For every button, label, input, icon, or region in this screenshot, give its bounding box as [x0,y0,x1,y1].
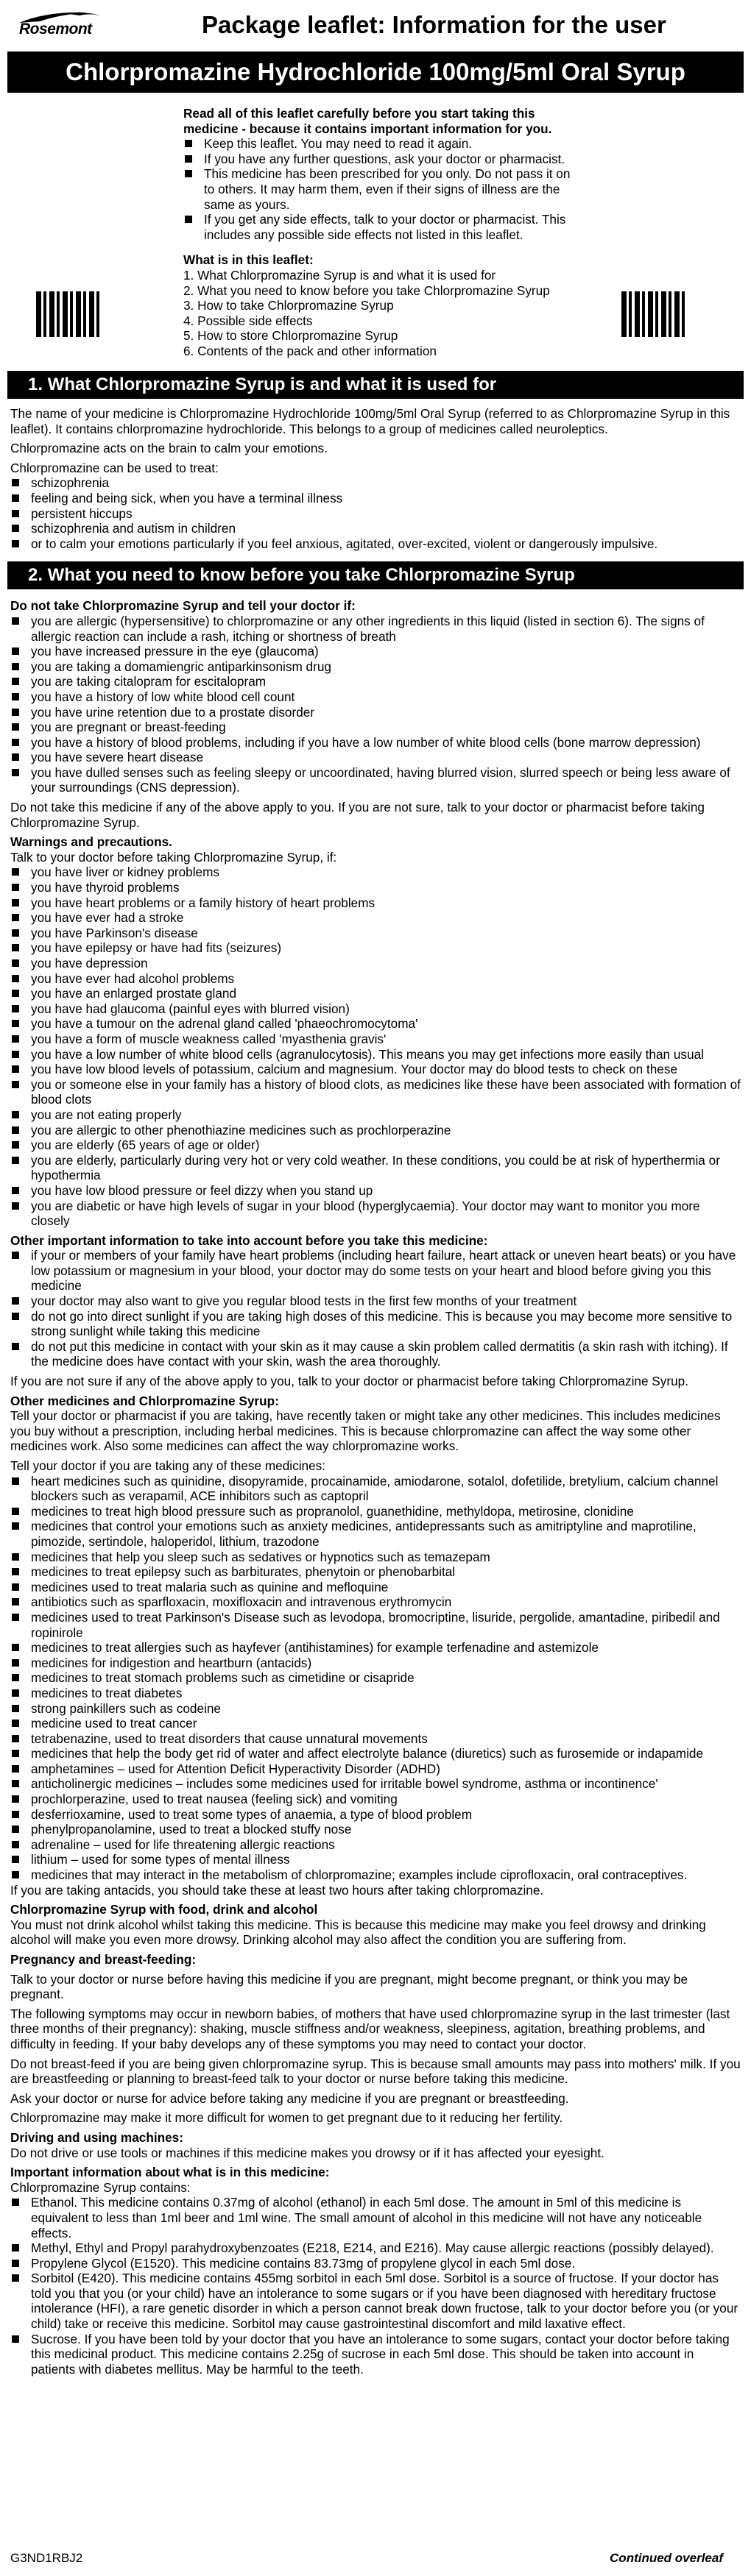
page-header [10,0,741,52]
list-item: medicines that help you sleep such as sedatives or hypnotics such as temazepam [10,1550,741,1565]
list-item: you are pregnant or breast-feeding [10,720,741,735]
list-item: feeling and being sick, when you have a terminal illness [10,491,741,506]
contents-item: 3. How to take Chlorpromazine Syrup [183,298,394,313]
paragraph: You must not drink alcohol whilst taking this medicine. This is because this medicine may make you feel drowsy and drinking alcohol will make you even more drowsy. Drinking alcohol may also affect the condition you are suffering from. [10,1917,706,1948]
section-1-heading: 1. What Chlorpromazine Syrup is and what it is used for [7,371,744,399]
intro-text [183,106,581,359]
list-item: do not go into direct sunlight if you are taking high doses of this medicine. This is because you may become more sensitive to strong sunlight while taking this medicine [10,1309,741,1339]
list-item: schizophrenia [10,475,741,491]
paragraph: Chlorpromazine can be used to treat: [10,460,219,475]
subheading: Pregnancy and breast-feeding: [10,1952,197,1967]
medicines-list [10,1474,741,1883]
intro-bullet: If you get any side effects, talk to your doctor or pharmacist. This includes any possible side effects not listed in this leaflet. [183,212,581,242]
document-code: G3ND1RBJ2 [10,2550,83,2565]
paragraph: If you are not sure if any of the above apply to you, talk to your doctor or pharmacist before taking Chlorpromazine Syrup. [10,1374,688,1389]
list-item: if your or members of your family have heart problems (including heart failure, heart attack or uneven heart beats) or you have low potassium or magnesium in your blood, your doctor may do some tests on your heart and blood before giving you this medicine [10,1248,741,1294]
list-item: Sucrose. If you have been told by your doctor that you have an intolerance to some sugars, contact your doctor before taking this medicinal product. This medicine contains 2.25g of sucrose in each 5ml dose. This should be taken into account in patients with diabetes mellitus. May be harmful to the teeth. [10,2332,741,2377]
list-item: you are diabetic or have high levels of sugar in your blood (hyperglycaemia). Your doctor may want to monitor you more closely [10,1199,741,1229]
list-item: you are not eating properly [10,1107,741,1123]
list-item: tetrabenazine, used to treat disorders that cause unnatural movements [10,1731,741,1747]
paragraph: Chlorpromazine acts on the brain to calm your emotions. [10,441,328,456]
list-item: Methyl, Ethyl and Propyl parahydroxybenzoates (E218, E214, and E216). May cause allergic reactions (possibly delayed). [10,2240,741,2256]
list-item: lithium – used for some types of mental illness [10,1852,741,1867]
paragraph: Chlorpromazine may make it more difficult for women to get pregnant due to it reducing her fertility. [10,2110,563,2126]
list-item: you have Parkinson's disease [10,926,741,941]
contents-list [183,268,581,359]
list-item: you have epilepsy or have had fits (seizures) [10,940,741,956]
list-item: heart medicines such as quinidine, disopyramide, procainamide, amiodarone, sotalol, dofetilide, bretylium, calcium channel blockers such as verapamil, ACE inhibitors such as captopril [10,1474,741,1504]
paragraph: The name of your medicine is Chlorpromazine Hydrochloride 100mg/5ml Oral Syrup (referred to as Chlorpromazine Syrup in this leaflet). It contains chlorpromazine hydrochloride. This belongs to a group of medicines called neuroleptics. [10,406,730,436]
list-item: you are elderly (65 years of age or older) [10,1138,741,1153]
intro-bullet: This medicine has been prescribed for you only. Do not pass it on to others. It may harm them, even if their signs of illness are the same as yours. [183,166,581,212]
contents-item: 1. What Chlorpromazine Syrup is and what it is used for [183,267,496,283]
list-item: you have a low number of white blood cells (agranulocytosis). This means you may get infections more easily than usual [10,1047,741,1062]
list-item: you have thyroid problems [10,880,741,895]
list-item: you have a history of blood problems, including if you have a low number of white blood cells (bone marrow depression) [10,735,741,751]
list-item: medicines used to treat Parkinson's Disease such as levodopa, bromocriptine, lisuride, pergolide, amantadine, piribedil and ropinirole [10,1610,741,1640]
intro-bullet: Keep this leaflet. You may need to read it again. [183,136,581,152]
list-item: medicine used to treat cancer [10,1716,741,1731]
list-item: medicines to treat stomach problems such as cimetidine or cisapride [10,1670,741,1686]
list-item: amphetamines – used for Attention Deficit Hyperactivity Disorder (ADHD) [10,1761,741,1777]
barcode-left-icon [36,291,101,337]
list-item: you have an enlarged prostate gland [10,986,741,1001]
list-item: you have depression [10,956,741,971]
list-item: you are elderly, particularly during very hot or very cold weather. In these conditions, you could be at risk of hyperthermia or hypothermia [10,1153,741,1183]
do-not-take-list [10,614,741,795]
paragraph: Talk to your doctor before taking Chlorpromazine Syrup, if: [10,849,337,865]
list-item: you have a history of low white blood cell count [10,689,741,705]
list-item: medicines for indigestion and heartburn (antacids) [10,1656,741,1671]
barcode-right-icon [621,291,686,337]
list-item: you are allergic to other phenothiazine medicines such as prochlorperazine [10,1123,741,1138]
paragraph: Do not take this medicine if any of the above apply to you. If you are not sure, talk to your doctor or pharmacist before taking Chlorpromazine Syrup. [10,800,705,830]
list-item: you have ever had alcohol problems [10,971,741,987]
section-2 [10,589,741,2387]
list-item: you have dulled senses such as feeling sleepy or uncoordinated, having blurred vision, slurred speech or being less aware of your surroundings (CNS depression). [10,765,741,795]
paragraph: Do not breast-feed if you are being given chlorpromazine syrup. This is because small amounts may pass into mothers' milk. If you are breastfeeding or planning to breast-feed talk to your doctor or nurse before taking this medicine. [10,2056,741,2087]
intro-bullets [183,136,581,242]
list-item: medicines to treat allergies such as hayfever (antihistamines) for example terfenadine and astemizole [10,1640,741,1656]
list-item: you have low blood levels of potassium, calcium and magnesium. Your doctor may do blood tests to check on these [10,1062,741,1077]
section-2-heading: 2. What you need to know before you take Chlorpromazine Syrup [7,561,744,589]
section-1 [10,399,741,561]
intro-section [10,93,741,371]
logo-wordmark: Rosemont [19,21,92,38]
subheading: Warnings and precautions. [10,834,172,850]
list-item: you have liver or kidney problems [10,865,741,880]
subheading: Important information about what is in this medicine: [10,2165,330,2180]
list-item: medicines to treat epilepsy such as barbiturates, phenytoin or phenobarbital [10,1564,741,1580]
contents-item: 2. What you need to know before you take Chlorpromazine Syrup [183,283,550,298]
subheading: Chlorpromazine Syrup with food, drink and alcohol [10,1902,318,1917]
ingredients-list [10,2195,741,2377]
uses-list [10,475,741,551]
paragraph: Chlorpromazine Syrup contains: [10,2179,191,2195]
subheading: Other medicines and Chlorpromazine Syrup: [10,1393,279,1408]
paragraph: The following symptoms may occur in newborn babies, of mothers that have used chlorpromazine syrup in the last trimester (last three months of their pregnancy): shaking, muscle stiffness and/or weakness, sleepiness, agitation, breathing problems, and difficulty in feeding. If your baby develops any of these symptoms you may need to contact your doctor. [10,2006,730,2051]
list-item: or to calm your emotions particularly if you feel anxious, agitated, over-excited, violent or dangerously impulsive. [10,536,741,552]
contents-item: 6. Contents of the pack and other information [183,343,437,358]
subheading: Do not take Chlorpromazine Syrup and tell your doctor if: [10,598,356,614]
rosemont-logo [18,10,106,39]
subheading: Driving and using machines: [10,2129,183,2145]
list-item: you have low blood pressure or feel dizzy when you stand up [10,1183,741,1199]
paragraph: Talk to your doctor or nurse before having this medicine if you are pregnant, might become pregnant, or think you may be pregnant. [10,1971,688,2002]
list-item: you are taking citalopram for escitalopram [10,674,741,689]
paragraph: If you are taking antacids, you should take these at least two hours after taking chlorpromazine. [10,1882,544,1898]
contents-heading: What is in this leaflet: [183,252,314,268]
list-item: desferrioxamine, used to treat some types of anaemia, a type of blood problem [10,1807,741,1823]
product-banner: Chlorpromazine Hydrochloride 100mg/5ml Oral Syrup [7,52,744,93]
list-item: medicines to treat diabetes [10,1686,741,1701]
list-item: Propylene Glycol (E1520). This medicine contains 83.73mg of propylene glycol in each 5ml dose. [10,2256,741,2271]
page-footer [10,2548,741,2569]
continued-overleaf: Continued overleaf [610,2550,723,2565]
list-item: you are taking a domamiengric antiparkinsonism drug [10,659,741,675]
paragraph: Ask your doctor or nurse for advice before taking any medicine if you are pregnant or breastfeeding. [10,2090,569,2106]
list-item: adrenaline – used for life threatening allergic reactions [10,1837,741,1853]
list-item: anticholinergic medicines – includes some medicines used for irritable bowel syndrome, asthma or incontinence' [10,1776,741,1792]
intro-bullet: If you have any further questions, ask your doctor or pharmacist. [183,152,581,167]
list-item: schizophrenia and autism in children [10,521,741,536]
read-all-notice: Read all of this leaflet carefully before you start taking this medicine - because it contains important information for you. [183,106,552,136]
contents-item: 4. Possible side effects [183,313,313,328]
page-title: Package leaflet: Information for the user [202,11,666,38]
list-item: persistent hiccups [10,506,741,522]
list-item: you have severe heart disease [10,750,741,765]
list-item: medicines that help the body get rid of water and affect electrolyte balance (diuretics) such as furosemide or indapamide [10,1746,741,1761]
list-item: Ethanol. This medicine contains 0.37mg of alcohol (ethanol) in each 5ml dose. The amount in 5ml of this medicine is equivalent to less than 1ml beer and 1ml wine. The small amount of alcohol in this medicine will not have any noticeable effects. [10,2195,741,2240]
list-item: you have a form of muscle weakness called 'myasthenia gravis' [10,1032,741,1047]
list-item: phenylpropanolamine, used to treat a blocked stuffy nose [10,1822,741,1837]
list-item: Sorbitol (E420). This medicine contains 455mg sorbitol in each 5ml dose. Sorbitol is a source of fructose. If your doctor has told you that you (or your child) have an intolerance to some sugars or if you have been diagnosed with hereditary fructose intolerance (HFI), a rare genetic disorder in which a person cannot break down fructose, talk to your doctor before you (or your child) take or receive this medicine. Sorbitol may cause gastrointestinal discomfort and mild laxative effect. [10,2271,741,2331]
subheading: Other important information to take into account before you take this medicine: [10,1232,488,1248]
list-item: you have ever had a stroke [10,910,741,926]
list-item: medicines that control your emotions such as anxiety medicines, antidepressants such as amitriptyline and maprotiline, pimozide, sertindole, haloperidol, lithium, trazodone [10,1519,741,1549]
other-info-list [10,1248,741,1369]
list-item: prochlorperazine, used to treat nausea (feeling sick) and vomiting [10,1792,741,1807]
paragraph: Tell your doctor if you are taking any of these medicines: [10,1458,325,1473]
list-item: you or someone else in your family has a history of blood clots, as medicines like these have been associated with formation of blood clots [10,1077,741,1107]
list-item: medicines that may interact in the metabolism of chlorpromazine; examples include ciprofloxacin, oral contraceptives. [10,1867,741,1883]
list-item: do not put this medicine in contact with your skin as it may cause a skin problem called dermatitis (a skin rash with itching). If the medicine does have contact with your skin, wash the area thoroughly. [10,1339,741,1369]
warnings-list [10,865,741,1228]
list-item: you have heart problems or a family history of heart problems [10,895,741,911]
list-item: you have urine retention due to a prostate disorder [10,705,741,720]
list-item: strong painkillers such as codeine [10,1701,741,1717]
list-item: medicines used to treat malaria such as quinine and mefloquine [10,1580,741,1595]
list-item: you are allergic (hypersensitive) to chlorpromazine or any other ingredients in this liquid (listed in section 6). The signs of allergic reaction can include a rash, itching or shortness of breath [10,614,741,644]
list-item: antibiotics such as sparfloxacin, moxifloxacin and intravenous erythromycin [10,1594,741,1610]
paragraph: Do not drive or use tools or machines if this medicine makes you drowsy or if it has affected your eyesight. [10,2145,604,2160]
list-item: your doctor may also want to give you regular blood tests in the first few months of your treatment [10,1294,741,1309]
paragraph: Tell your doctor or pharmacist if you are taking, have recently taken or might take any other medicines. This includes medicines you buy without a prescription, including herbal medicines. This is because chlorpromazine can affect the way some other medicines work. Also some medicines can affect the way chlorpromazine works. [10,1408,721,1454]
contents-item: 5. How to store Chlorpromazine Syrup [183,328,398,344]
list-item: you have had glaucoma (painful eyes with blurred vision) [10,1001,741,1017]
list-item: you have increased pressure in the eye (glaucoma) [10,644,741,659]
list-item: you have a tumour on the adrenal gland called 'phaeochromocytoma' [10,1016,741,1032]
list-item: medicines to treat high blood pressure such as propranolol, guanethidine, methyldopa, metirosine, clonidine [10,1504,741,1519]
